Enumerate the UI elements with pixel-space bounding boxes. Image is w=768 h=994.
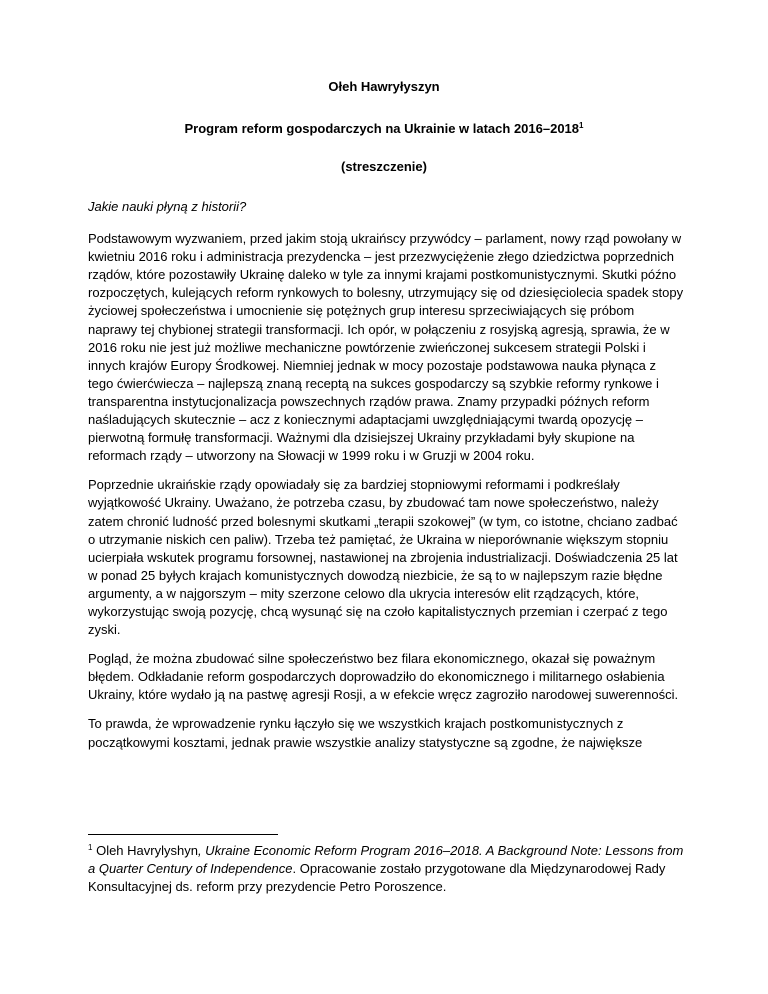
section-heading: Jakie nauki płyną z historii? bbox=[88, 199, 247, 214]
footnote-separator bbox=[88, 834, 278, 835]
paragraph: Podstawowym wyzwaniem, przed jakim stoją ukraińscy przywódcy – parlament, nowy rząd powołany w kwietniu 2016 roku i administracja prezydencka – jest przezwyciężenie złego dziedzictwa poprzednich rządów, które pozostawiły Ukrainę daleko w tyle za innymi krajami postkomunistycznymi. Skutki późno rozpoczętych, kulejących reform rynkowych to bolesny, utrzymujący się od dziesięciolecia spadek stopy życiowej społeczeństwa i umocnienie się potężnych grup interesu sprzeciwiających się próbom naprawy tej chybionej strategii transformacji. Ich opór, w połączeniu z rosyjską agresją, sprawia, że w 2016 roku nie jest już możliwe mechaniczne powtórzenie zwieńczonej sukcesem strategii Polski i innych krajów Europy Środkowej. Niemniej jednak w mocy pozostaje podstawowa nauka płynąca z tego ćwierćwiecza – najlepszą znaną receptą na sukces gospodarczy są szybkie reformy rynkowe i transparentna instytucjonalizacja powszechnych rządów prawa. Znamy przypadki późnych reform naśladujących skutecznie – acz z koniecznymi adaptacjami uwzględniającymi twardą opozycję – pierwotną formułę transformacji. Ważnymi dla dzisiejszej Ukrainy przykładami były skupione na reformach rządy – utworzony na Słowacji w 1999 roku i w Gruzji w 2004 roku. bbox=[88, 231, 684, 464]
document-title bbox=[88, 120, 680, 138]
document-body bbox=[88, 198, 684, 763]
footnote bbox=[88, 842, 684, 896]
footnote-note: . Opracowanie zostało przygotowane dla Międzynarodowej Rady Konsultacyjnej ds. reform przy prezydencie Petro Poroszence. bbox=[88, 861, 666, 895]
document-subtitle: (streszczenie) bbox=[341, 159, 427, 174]
footnote-author: Oleh Havrylyshyn bbox=[96, 843, 198, 858]
paragraph: Poprzednie ukraińskie rządy opowiadały się za bardziej stopniowymi reformami i podkreślały wyjątkowość Ukrainy. Uważano, że potrzeba czasu, by zbudować tam nowe społeczeństwo, należy zatem chronić ludność przed bolesnymi skutkami „terapii szokowej” (w tym, co istotne, chciano zadbać o utrzymanie niskich cen paliw). Trzeba też pamiętać, że Ukraina w nieporównanie większym stopniu ucierpiała wskutek programu forsownej, nastawionej na zbrojenia industrializacji. Doświadczenia 25 lat w ponad 25 byłych krajach komunistycznych dowodzą niezbicie, że są to w najlepszym razie błędne argumenty, a w najgorszym – mity szerzone celowo dla ukrycia interesów elit rządzących, które, wykorzystując swoją pozycję, chcą wysunąć się na czoło kapitalistycznych przemian i czerpać z tego zyski. bbox=[88, 477, 678, 638]
paragraph: Pogląd, że można zbudować silne społeczeństwo bez filara ekonomicznego, okazał się poważnym błędem. Odkładanie reform gospodarczych doprowadziło do ekonomicznego i militarnego osłabienia Ukrainy, które wydało ją na pastwę agresji Rosji, a w efekcie wręcz zagroziło narodowej suwerenności. bbox=[88, 651, 679, 703]
footnote-reference[interactable]: 1 bbox=[579, 121, 584, 130]
footnote-number: 1 bbox=[88, 843, 93, 852]
footnote-work-title: , Ukraine Economic Reform Program 2016–2018. A Background Note: Lessons from a Quarter Century of Independence bbox=[88, 843, 684, 877]
document-title-text: Program reform gospodarczych na Ukrainie w latach 2016–2018 bbox=[184, 121, 580, 136]
author-name: Ołeh Hawryłyszyn bbox=[328, 79, 440, 94]
paragraph: To prawda, że wprowadzenie rynku łączyło się we wszystkich krajach postkomunistycznych z początkowymi kosztami, jednak prawie wszystkie analizy statystyczne są zgodne, że największe bbox=[88, 716, 643, 750]
